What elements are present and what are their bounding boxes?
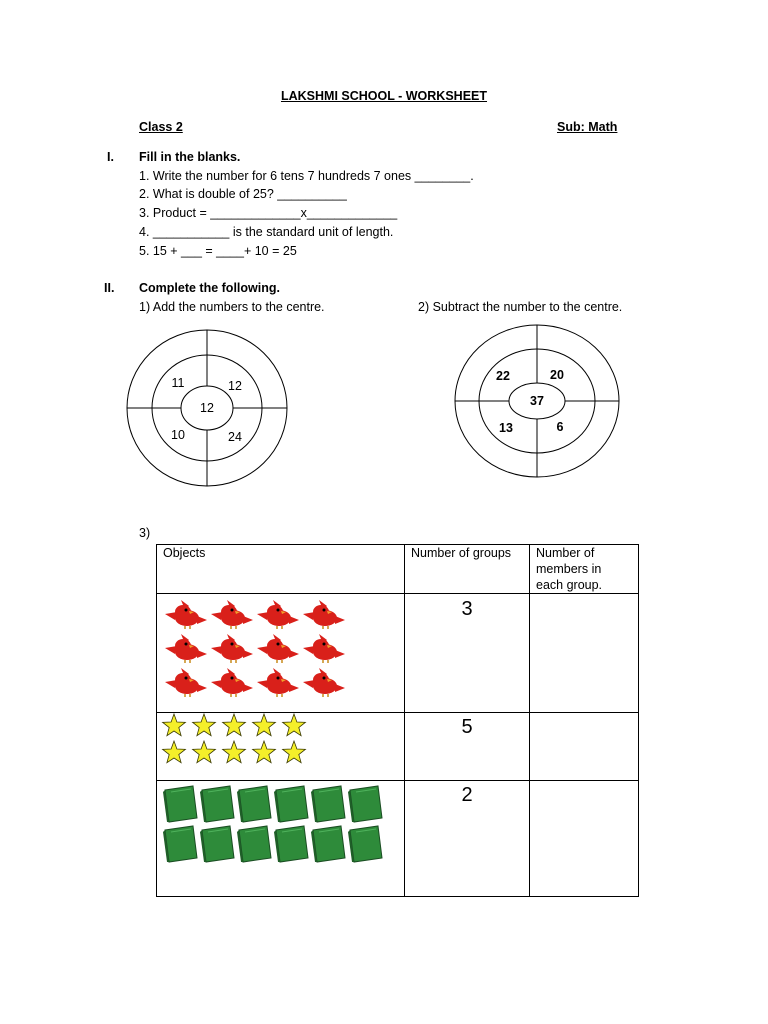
table-row: [157, 594, 639, 713]
wheel-1-top-left: 11: [171, 376, 185, 390]
wheel-2-bottom-right: 6: [556, 420, 564, 434]
stars-image: [157, 713, 404, 777]
question-4: 4. ___________ is the standard unit of length.: [139, 225, 394, 239]
cardinal-bird-icon: [165, 600, 207, 629]
wheel-1-top-right: 12: [228, 379, 242, 393]
cardinal-bird-icon: [303, 634, 345, 663]
cardinal-bird-icon: [303, 600, 345, 629]
grouping-table: [156, 544, 639, 897]
wheel-1-center: 12: [200, 401, 214, 415]
cardinal-bird-icon: [257, 668, 299, 697]
cardinal-bird-icon: [211, 634, 253, 663]
table-header-row: [157, 545, 639, 594]
wheel-2-instruction: 2) Subtract the number to the centre.: [418, 300, 623, 314]
birds-cell: [157, 594, 405, 713]
question-3: 3. Product = _____________x_____________: [139, 206, 398, 220]
stars-cell: [157, 713, 405, 781]
members-answer-cell[interactable]: [530, 781, 639, 897]
star-icon: [283, 714, 306, 736]
green-book-icon: [311, 826, 345, 862]
cardinal-bird-icon: [165, 668, 207, 697]
cardinal-birds-image: [157, 594, 404, 709]
header-objects: Objects: [157, 545, 405, 594]
green-book-icon: [200, 826, 234, 862]
cardinal-bird-icon: [211, 600, 253, 629]
wheel-1-bottom-left: 10: [171, 428, 185, 442]
green-book-icon: [163, 826, 197, 862]
class-label: Class 2: [139, 120, 183, 134]
green-book-icon: [237, 786, 271, 822]
star-icon: [283, 741, 306, 763]
header-groups: Number of groups: [405, 545, 530, 594]
star-icon: [223, 741, 246, 763]
star-icon: [163, 741, 186, 763]
section-1-numeral: I.: [107, 150, 114, 164]
groups-value: 3: [461, 598, 473, 620]
groups-cell: [405, 713, 530, 781]
members-answer-cell[interactable]: [530, 594, 639, 713]
green-book-icon: [311, 786, 345, 822]
groups-cell: [405, 594, 530, 713]
wheel-2-top-right: 20: [550, 368, 564, 382]
cardinal-bird-icon: [165, 634, 207, 663]
addition-wheel: [125, 328, 291, 490]
groups-cell: [405, 781, 530, 897]
groups-value: 5: [461, 716, 473, 738]
worksheet-title: LAKSHMI SCHOOL - WORKSHEET: [280, 89, 488, 103]
groups-value: 2: [461, 784, 473, 806]
cardinal-bird-icon: [257, 600, 299, 629]
table-row: [157, 781, 639, 897]
green-book-icon: [237, 826, 271, 862]
star-icon: [163, 714, 186, 736]
cardinal-bird-icon: [257, 634, 299, 663]
star-icon: [223, 714, 246, 736]
subject-label: Sub: Math: [557, 120, 618, 134]
wheel-2-top-left: 22: [496, 369, 510, 383]
question-5: 5. 15 + ___ = ____+ 10 = 25: [139, 244, 297, 258]
cardinal-bird-icon: [211, 668, 253, 697]
wheel-1-instruction: 1) Add the numbers to the centre.: [139, 300, 325, 314]
green-book-icon: [274, 786, 308, 822]
star-icon: [253, 741, 276, 763]
wheel-2-center: 37: [530, 394, 544, 408]
green-book-icon: [348, 786, 382, 822]
green-book-icon: [200, 786, 234, 822]
section-2-heading: Complete the following.: [139, 281, 280, 295]
cardinal-bird-icon: [303, 668, 345, 697]
star-icon: [193, 741, 216, 763]
question-3-label: 3): [139, 526, 151, 540]
question-1: 1. Write the number for 6 tens 7 hundreds 7 ones ________.: [139, 169, 474, 183]
green-book-icon: [163, 786, 197, 822]
star-icon: [193, 714, 216, 736]
green-book-icon: [348, 826, 382, 862]
subtraction-wheel: [453, 323, 621, 479]
header-members: Number of members in each group.: [530, 545, 639, 594]
green-book-icon: [274, 826, 308, 862]
star-icon: [253, 714, 276, 736]
question-2: 2. What is double of 25? __________: [139, 187, 347, 201]
wheel-1-bottom-right: 24: [228, 430, 242, 444]
green-books-image: [157, 781, 404, 893]
section-2-numeral: II.: [104, 281, 115, 295]
section-1-heading: Fill in the blanks.: [139, 150, 241, 164]
members-answer-cell[interactable]: [530, 713, 639, 781]
wheel-2-bottom-left: 13: [499, 421, 513, 435]
table-row: [157, 713, 639, 781]
books-cell: [157, 781, 405, 897]
